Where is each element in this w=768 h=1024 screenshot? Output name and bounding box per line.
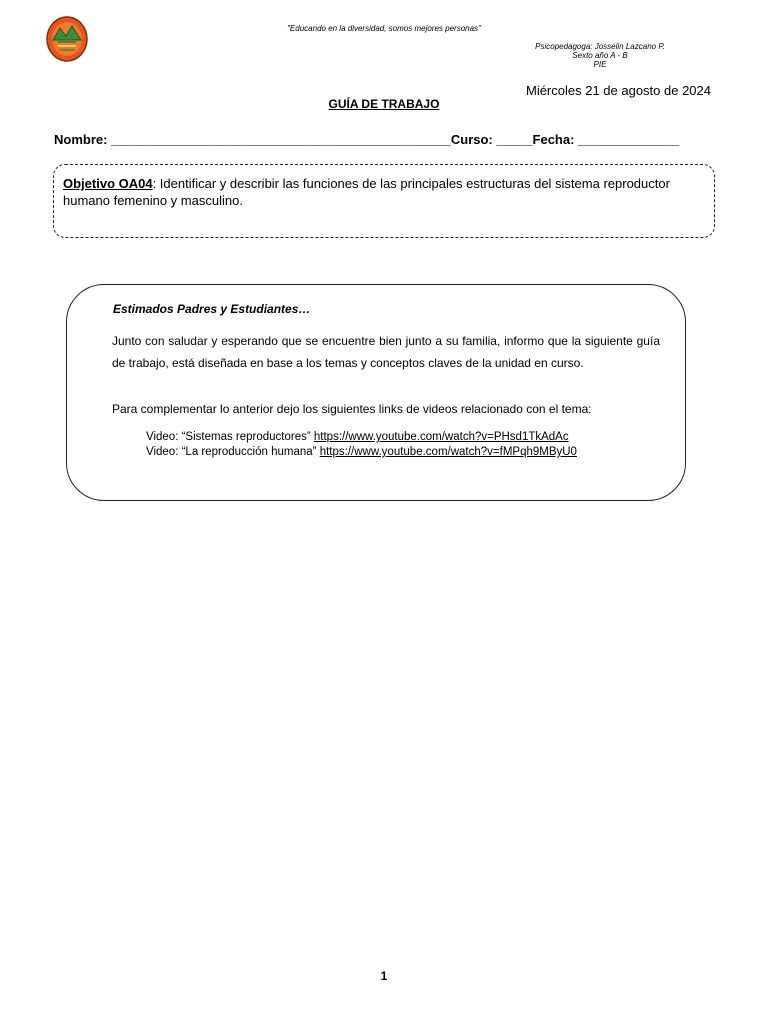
video-title-2: Video: “La reproducción humana”	[146, 446, 320, 458]
document-date: Miércoles 21 de agosto de 2024	[525, 83, 711, 98]
objective-description: : Identificar y describir las funciones de las principales estructuras del sistema reproductor humano femenino y masculino.	[63, 176, 670, 208]
video-title-1: Video: “Sistemas reproductores”	[146, 431, 314, 443]
video-link-2[interactable]: https://www.youtube.com/watch?v=fMPqh9MByU0	[319, 446, 577, 458]
teacher-info	[490, 42, 710, 69]
video-link-row-1	[146, 431, 569, 443]
program-label: PIE	[593, 60, 607, 69]
class-grade: Sexto año A - B	[572, 51, 628, 60]
video-link-row-2	[146, 446, 577, 458]
student-info-line: Nombre: _______________________________________________Curso: _____Fecha: ______________	[54, 132, 680, 147]
message-paragraph-1: Junto con saludar y esperando que se encuentre bien junto a su familia, informo que la siguiente guía de trabajo, está diseñada en base a los temas y conceptos claves de la unidad en curso.	[112, 334, 660, 370]
school-logo	[46, 16, 88, 62]
school-motto: "Educando en la diversidad, somos mejores personas"	[287, 24, 481, 33]
teacher-name: Psicopedagoga: Josselin Lazcano P.	[535, 42, 665, 51]
objective-label: Objetivo OA04	[63, 176, 153, 191]
page-number: 1	[380, 969, 388, 983]
video-link-1[interactable]: https://www.youtube.com/watch?v=PHsd1TkAdAc	[313, 431, 569, 443]
message-greeting: Estimados Padres y Estudiantes…	[113, 302, 311, 316]
objective-text	[63, 175, 713, 209]
message-box	[66, 284, 686, 501]
worksheet-title: GUÍA DE TRABAJO	[328, 97, 440, 111]
message-paragraph-2: Para complementar lo anterior dejo los siguientes links de videos relacionado con el tema:	[112, 402, 592, 416]
